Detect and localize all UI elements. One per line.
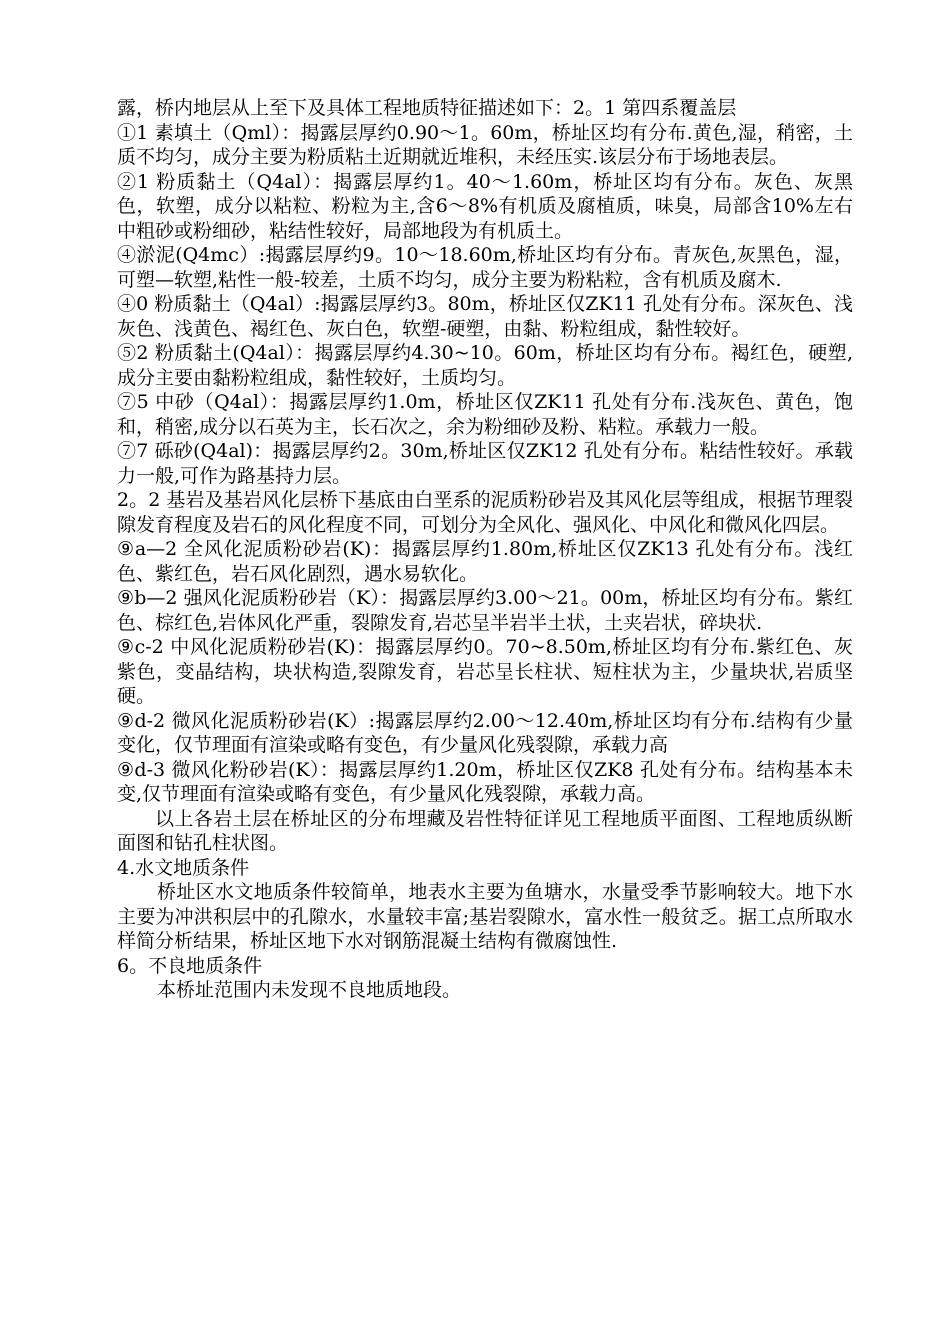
section-heading-hydrogeology: 4.水文地质条件 (117, 856, 250, 879)
paragraph-adverse-geology: 本桥址范围内未发现不良地质地段。 (157, 979, 462, 1001)
paragraph-intro: 露，桥内地层从上至下及具体工程地质特征描述如下：2。1 第四系覆盖层 (117, 97, 737, 119)
paragraph-layer-1-1: ①1 素填土（Qml）：揭露层厚约0.90～1。60m，桥址区均有分布.黄色,湿，稍密，土质不均匀，成分主要为粉质粘土近期就近堆积，未经压实.该层分布于场地表层。 (117, 121, 853, 168)
paragraph-layer-9c-2: ⑨c-2 中风化泥质粉砂岩(K)：揭露层厚约0。70~8.50m,桥址区均有分布.紫红色、灰紫色，变晶结构，块状构造,裂隙发育，岩芯呈长柱状、短柱状为主，少量块状,岩质坚硬。 (117, 636, 853, 707)
document-page (117, 96, 853, 1003)
paragraph-layer-7-5: ⑦5 中砂（Q4al）：揭露层厚约1.0m，桥址区仅ZK11 孔处有分布.浅灰色、黄色，饱和，稍密,成分以石英为主，长石次之，余为粉细砂及粉、粘粒。承载力一般。 (117, 391, 853, 438)
paragraph-layer-5-2: ⑤2 粉质黏土(Q4al）：揭露层厚约4.30~10。60m，桥址区均有分布。褐红色，硬塑,成分主要由黏粉粒组成，黏性较好，土质均匀。 (117, 342, 853, 389)
paragraph-layer-9a-2: ⑨a—2 全风化泥质粉砂岩(K)：揭露层厚约1.80m,桥址区仅ZK13 孔处有分布。浅红色、紫红色，岩石风化剧烈，遇水易软化。 (117, 538, 853, 585)
paragraph-layer-4: ④淤泥(Q4mc）:揭露层厚约9。10～18.60m,桥址区均有分布。青灰色,灰黑色，湿，可塑—软塑,粘性一般-较差，土质不均匀，成分主要为粉粘粒，含有机质及腐木. (117, 244, 853, 291)
paragraph-layer-4-0: ④0 粉质黏土（Q4al）:揭露层厚约3。80m，桥址区仅ZK11 孔处有分布。深灰色、浅灰色、浅黄色、褐红色、灰白色，软塑-硬塑，由黏、粉粒组成，黏性较好。 (117, 293, 853, 340)
paragraph-hydrogeology: 桥址区水文地质条件较简单，地表水主要为鱼塘水，水量受季节影响较大。地下水主要为冲洪积层中的孔隙水，水量较丰富;基岩裂隙水，富水性一般贫乏。据工点所取水样简分析结果，桥址区地下水对钢筋混凝土结构有微腐蚀性. (117, 881, 853, 952)
section-heading-adverse-geology: 6。不良地质条件 (117, 954, 263, 977)
paragraph-layer-9d-3: ⑨d-3 微风化粉砂岩(K）：揭露层厚约1.20m，桥址区仅ZK8 孔处有分布。结构基本未变,仅节理面有渲染或略有变色，有少量风化残裂隙，承载力高。 (117, 758, 853, 805)
paragraph-summary: 以上各岩土层在桥址区的分布埋藏及岩性特征详见工程地质平面图、工程地质纵断面图和钻孔柱状图。 (117, 807, 853, 854)
paragraph-layer-2-1: ②1 粉质黏土（Q4al）：揭露层厚约1。40～1.60m，桥址区均有分布。灰色、灰黑色，软塑，成分以粘粒、粉粒为主,含6～8%有机质及腐植质，味臭，局部含10%左右中粗砂或粉细砂，粘结性较好，局部地段为有机质土。 (117, 170, 853, 242)
paragraph-layer-7-7: ⑦7 砾砂(Q4al)：揭露层厚约2。30m,桥址区仅ZK12 孔处有分布。粘结性较好。承载力一般,可作为路基持力层。 (117, 440, 853, 487)
paragraph-bedrock: 2。2 基岩及基岩风化层桥下基底由白垩系的泥质粉砂岩及其风化层等组成，根据节理裂隙发育程度及岩石的风化程度不同，可划分为全风化、强风化、中风化和微风化四层。 (117, 489, 853, 536)
paragraph-layer-9b-2: ⑨b—2 强风化泥质粉砂岩（K）：揭露层厚约3.00～21。00m，桥址区均有分布。紫红色、棕红色,岩体风化严重，裂隙发育,岩芯呈半岩半土状，土夹岩状，碎块状. (117, 587, 853, 634)
paragraph-layer-9d-2: ⑨d-2 微风化泥质粉砂岩(K）:揭露层厚约2.00～12.40m,桥址区均有分布.结构有少量变化，仅节理面有渲染或略有变色，有少量风化残裂隙，承载力高 (117, 709, 853, 756)
